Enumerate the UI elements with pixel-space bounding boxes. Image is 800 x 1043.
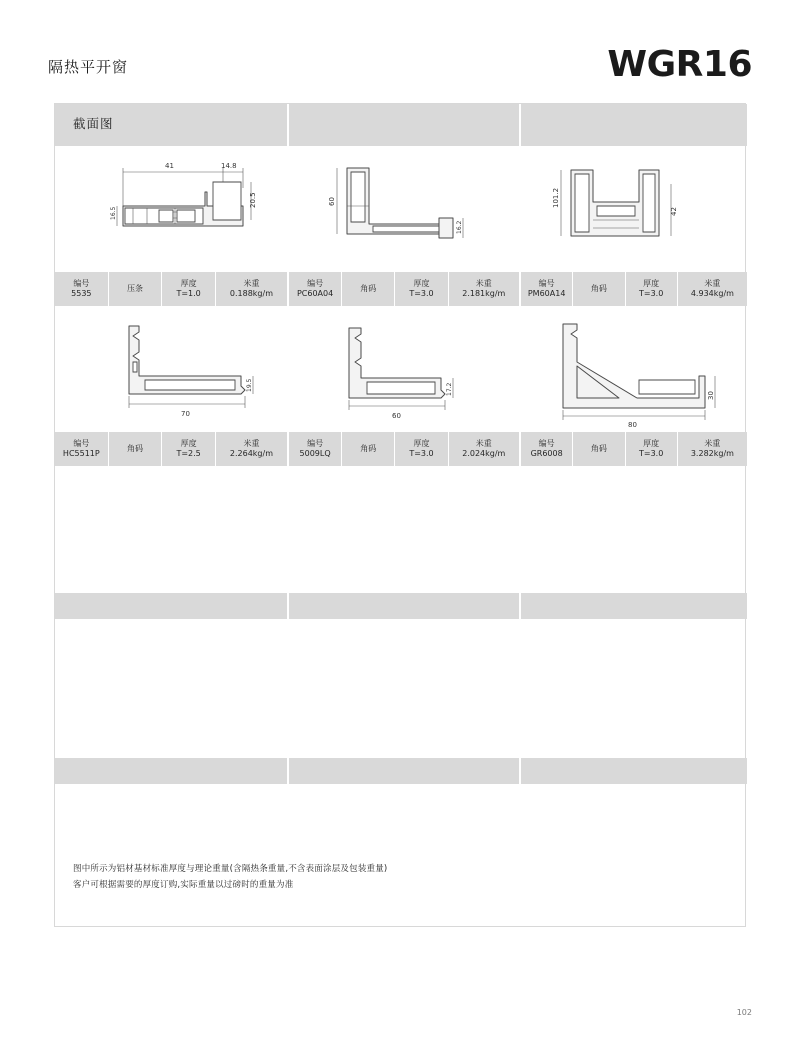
spec-weight-value: 3.282kg/m xyxy=(690,449,734,458)
dim-right-17-2: 17.2 xyxy=(446,382,453,396)
spec-code-GR6008 xyxy=(521,432,573,466)
spec-type-PC60A04 xyxy=(342,272,395,306)
note-line-1: 图中所示为铝材基材标准厚度与理论重量(含隔热条重量,不含表面涂层及包装重量) xyxy=(73,864,388,874)
spec-thickness-HC5511P xyxy=(162,432,216,466)
spec-weight-label: 米重 xyxy=(243,279,260,288)
spec-code-label: 编号 xyxy=(307,279,324,288)
dim-right-42: 42 xyxy=(670,207,678,216)
column-separator-1 xyxy=(287,466,289,593)
spec-row-2 xyxy=(55,432,747,466)
section-label-cell xyxy=(55,104,287,146)
product-code: WGR16 xyxy=(607,44,752,85)
spec-group-5009LQ xyxy=(289,432,519,466)
spec-weight-value: 2.264kg/m xyxy=(229,449,273,458)
spec-thickness-PC60A04 xyxy=(395,272,448,306)
spec-weight-value: 2.181kg/m xyxy=(462,289,506,298)
spec-weight-label: 米重 xyxy=(475,439,492,448)
profile-drawing-PC60A04 xyxy=(287,146,519,272)
spec-thickness-label: 厚度 xyxy=(413,279,430,288)
dim-right-30: 30 xyxy=(707,391,715,400)
spec-type-value: 角码 xyxy=(126,444,143,453)
spec-thickness-value: T=3.0 xyxy=(409,449,434,458)
spec-weight-5535 xyxy=(216,272,287,306)
spec-weight-value: 4.934kg/m xyxy=(690,289,734,298)
spec-type-PM60A14 xyxy=(573,272,625,306)
spec-code-PM60A14 xyxy=(521,272,573,306)
drawing-cell-GR6008 xyxy=(519,306,747,432)
empty-band-1-cell-2 xyxy=(289,593,519,619)
spec-thickness-PM60A14 xyxy=(626,272,678,306)
spec-type-value: 角码 xyxy=(360,284,377,293)
spec-group-PM60A14 xyxy=(521,272,747,306)
spec-code-value: GR6008 xyxy=(530,449,563,458)
spec-thickness-label: 厚度 xyxy=(180,279,197,288)
drawing-row-1 xyxy=(55,146,747,272)
spec-thickness-GR6008 xyxy=(626,432,678,466)
drawing-cell-PC60A04 xyxy=(287,146,519,272)
spec-group-GR6008 xyxy=(521,432,747,466)
spec-thickness-value: T=2.5 xyxy=(176,449,201,458)
header-band-cell-2 xyxy=(289,104,519,146)
drawing-cell-PM60A14 xyxy=(519,146,747,272)
spec-code-value: 5535 xyxy=(71,289,92,298)
spec-weight-value: 2.024kg/m xyxy=(462,449,506,458)
spec-row-1 xyxy=(55,272,747,306)
spec-thickness-value: T=3.0 xyxy=(639,449,664,458)
spec-code-label: 编号 xyxy=(538,439,555,448)
spec-type-value: 角码 xyxy=(590,444,607,453)
dim-top-14-8: 14.8 xyxy=(221,162,237,170)
empty-band-1-cell-3 xyxy=(521,593,747,619)
spec-code-value: PC60A04 xyxy=(296,289,334,298)
spec-code-label: 编号 xyxy=(307,439,324,448)
spec-weight-PM60A14 xyxy=(678,272,747,306)
spec-weight-label: 米重 xyxy=(243,439,260,448)
profile-drawing-5009LQ xyxy=(287,306,519,432)
spec-code-5009LQ xyxy=(289,432,342,466)
spec-weight-PC60A04 xyxy=(449,272,519,306)
spec-code-label: 编号 xyxy=(538,279,555,288)
note-line-2: 客户可根据需要的厚度订购,实际重量以过磅时的重量为准 xyxy=(73,880,294,891)
dim-top-41: 41 xyxy=(165,162,174,170)
empty-band-2-cell-2 xyxy=(289,758,519,784)
spec-thickness-5535 xyxy=(162,272,216,306)
spec-code-HC5511P xyxy=(55,432,109,466)
spec-code-value: 5009LQ xyxy=(299,449,331,458)
spec-group-PC60A04 xyxy=(289,272,519,306)
profile-drawing-PM60A14 xyxy=(519,146,747,272)
page-header xyxy=(0,0,800,100)
empty-band-1 xyxy=(55,593,747,619)
spec-type-HC5511P xyxy=(109,432,163,466)
drawing-cell-5535 xyxy=(55,146,287,272)
empty-band-2-cell-1 xyxy=(55,758,287,784)
dim-left-60: 60 xyxy=(328,197,336,206)
spec-weight-GR6008 xyxy=(678,432,747,466)
spec-group-5535 xyxy=(55,272,287,306)
spec-weight-label: 米重 xyxy=(475,279,492,288)
profile-drawing-HC5511P xyxy=(55,306,287,432)
dim-right-19-5: 19.5 xyxy=(246,378,253,392)
page-number: 102 xyxy=(736,1008,752,1017)
dim-left-16-5: 16.5 xyxy=(110,206,117,220)
spec-thickness-label: 厚度 xyxy=(643,279,660,288)
spec-weight-label: 米重 xyxy=(704,279,721,288)
spec-thickness-label: 厚度 xyxy=(180,439,197,448)
page-title: 隔热平开窗 xyxy=(48,58,129,76)
spec-thickness-5009LQ xyxy=(395,432,448,466)
spec-code-label: 编号 xyxy=(73,279,90,288)
spec-code-value: PM60A14 xyxy=(527,289,566,298)
spec-code-5535 xyxy=(55,272,109,306)
spec-thickness-value: T=3.0 xyxy=(409,289,434,298)
spec-weight-HC5511P xyxy=(216,432,287,466)
profile-drawing-GR6008 xyxy=(519,306,747,432)
column-separator-4 xyxy=(517,619,519,758)
spec-type-5009LQ xyxy=(342,432,395,466)
spec-weight-value: 0.188kg/m xyxy=(229,289,273,298)
spec-weight-label: 米重 xyxy=(704,439,721,448)
spec-weight-5009LQ xyxy=(449,432,519,466)
spec-code-value: HC5511P xyxy=(62,449,100,458)
drawing-cell-HC5511P xyxy=(55,306,287,432)
profile-sheet xyxy=(54,103,746,927)
drawing-cell-5009LQ xyxy=(287,306,519,432)
header-band-cell-3 xyxy=(521,104,747,146)
spec-thickness-label: 厚度 xyxy=(643,439,660,448)
spec-type-value: 角码 xyxy=(360,444,377,453)
spec-thickness-value: T=1.0 xyxy=(176,289,201,298)
spec-type-value: 角码 xyxy=(590,284,607,293)
notes-block xyxy=(55,861,747,893)
spec-type-5535 xyxy=(109,272,163,306)
spec-group-HC5511P xyxy=(55,432,287,466)
spec-thickness-label: 厚度 xyxy=(413,439,430,448)
empty-band-2-cell-3 xyxy=(521,758,747,784)
column-separator-3 xyxy=(287,619,289,758)
dim-bottom-70: 70 xyxy=(181,410,190,418)
dim-right-16-2: 16.2 xyxy=(456,220,463,234)
dim-left-101-2: 101.2 xyxy=(552,187,560,208)
drawing-row-2 xyxy=(55,306,747,432)
dim-bottom-80: 80 xyxy=(628,421,637,429)
empty-band-1-cell-1 xyxy=(55,593,287,619)
sheet-header-band xyxy=(55,104,747,146)
spec-type-GR6008 xyxy=(573,432,625,466)
spec-code-PC60A04 xyxy=(289,272,342,306)
empty-band-2 xyxy=(55,758,747,784)
section-label: 截面图 xyxy=(73,116,114,131)
dim-bottom-60: 60 xyxy=(392,412,401,420)
spec-thickness-value: T=3.0 xyxy=(639,289,664,298)
column-separator-2 xyxy=(517,466,519,593)
spec-type-value: 压条 xyxy=(126,284,143,293)
profile-drawing-5535 xyxy=(55,146,287,272)
spec-code-label: 编号 xyxy=(73,439,90,448)
dim-right-20-5: 20.5 xyxy=(249,192,257,208)
